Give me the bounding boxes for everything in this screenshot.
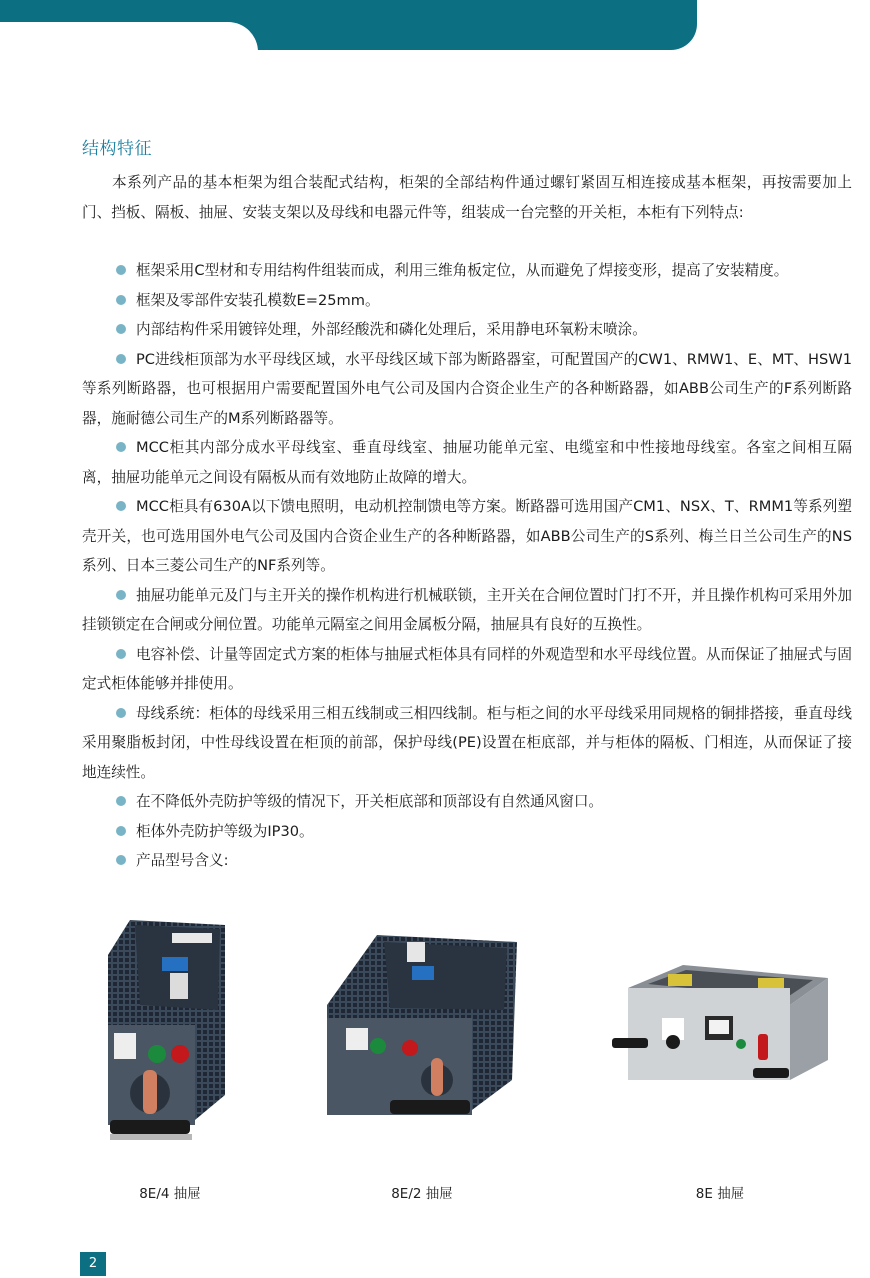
list-item: 电容补偿、计量等固定式方案的柜体与抽屉式柜体具有同样的外观造型和水平母线位置。从而保证了抽屉式与固定式柜体能够并排使用。 [82, 645, 852, 692]
drawer-8e4-photo [100, 915, 235, 1155]
list-item: 产品型号含义: [82, 846, 852, 876]
bullet-icon [116, 855, 126, 865]
caption-8e4: 8E/4 抽屉 [139, 1186, 201, 1202]
bullet-icon [116, 295, 126, 305]
bullet-icon [116, 354, 126, 364]
list-item: 在不降低外壳防护等级的情况下，开关柜底部和顶部设有自然通风窗口。 [82, 787, 852, 817]
list-item: 抽屉功能单元及门与主开关的操作机构进行机械联锁，主开关在合闸位置时门打不开，并且操作机构可采用外加挂锁锁定在合闸或分闸位置。功能单元隔室之间用金属板分隔，抽屉具有良好的互换性。 [82, 586, 852, 633]
bullet-icon [116, 826, 126, 836]
list-item: 框架及零部件安装孔模数E=25mm。 [82, 286, 852, 316]
bullet-icon [116, 649, 126, 659]
header-notch [0, 22, 258, 58]
page-number: 2 [80, 1252, 106, 1276]
section-title: 结构特征 [82, 139, 152, 159]
caption-8e2: 8E/2 抽屉 [391, 1186, 453, 1202]
bullet-icon [116, 796, 126, 806]
list-item: 框架采用C型材和专用结构件组装而成，利用三维角板定位，从而避免了焊接变形，提高了安装精度。 [82, 256, 852, 286]
list-item: 母线系统：柜体的母线采用三相五线制或三相四线制。柜与柜之间的水平母线采用同规格的铜排搭接，垂直母线采用聚脂板封闭，中性母线设置在柜顶的前部，保护母线(PE)设置在柜底部，并与柜体的隔板、门相连，从而保证了接地连续性。 [82, 704, 852, 781]
drawer-8e2-photo [322, 930, 522, 1130]
bullet-icon [116, 501, 126, 511]
list-item: 柜体外壳防护等级为IP30。 [82, 817, 852, 847]
feature-list [82, 256, 852, 876]
bullet-icon [116, 265, 126, 275]
bullet-icon [116, 324, 126, 334]
list-item: MCC柜具有630A以下馈电照明，电动机控制馈电等方案。断路器可选用国产CM1、NSX、T、RMM1等系列塑壳开关，也可选用国外电气公司及国内合资企业生产的各种断路器，如ABB公司生产的S系列、梅兰日兰公司生产的NS系列、日本三菱公司生产的NF系列等。 [82, 498, 852, 574]
bullet-icon [116, 442, 126, 452]
list-item: 内部结构件采用镀锌处理，外部经酸洗和磷化处理后，采用静电环氧粉末喷涂。 [82, 315, 852, 345]
drawer-8e-photo [608, 960, 833, 1100]
list-item: PC进线柜顶部为水平母线区域，水平母线区域下部为断路器室，可配置国产的CW1、RMW1、E、MT、HSW1等系列断路器，也可根据用户需要配置国外电气公司及国内合资企业生产的各种断路器，如ABB公司生产的F系列断路器，施耐德公司生产的M系列断路器等。 [82, 350, 852, 427]
intro-paragraph: 本系列产品的基本柜架为组合装配式结构，柜架的全部结构件通过螺钉紧固互相连接成基本框架，再按需要加上门、挡板、隔板、抽屉、安装支架以及母线和电器元件等，组装成一台完整的开关柜，本柜有下列特点: [82, 174, 852, 221]
list-item: MCC柜其内部分成水平母线室、垂直母线室、抽屉功能单元室、电缆室和中性接地母线室。各室之间相互隔离，抽屉功能单元之间设有隔板从而有效地防止故障的增大。 [82, 439, 852, 486]
bullet-icon [116, 708, 126, 718]
bullet-icon [116, 590, 126, 600]
caption-8e: 8E 抽屉 [695, 1186, 745, 1202]
